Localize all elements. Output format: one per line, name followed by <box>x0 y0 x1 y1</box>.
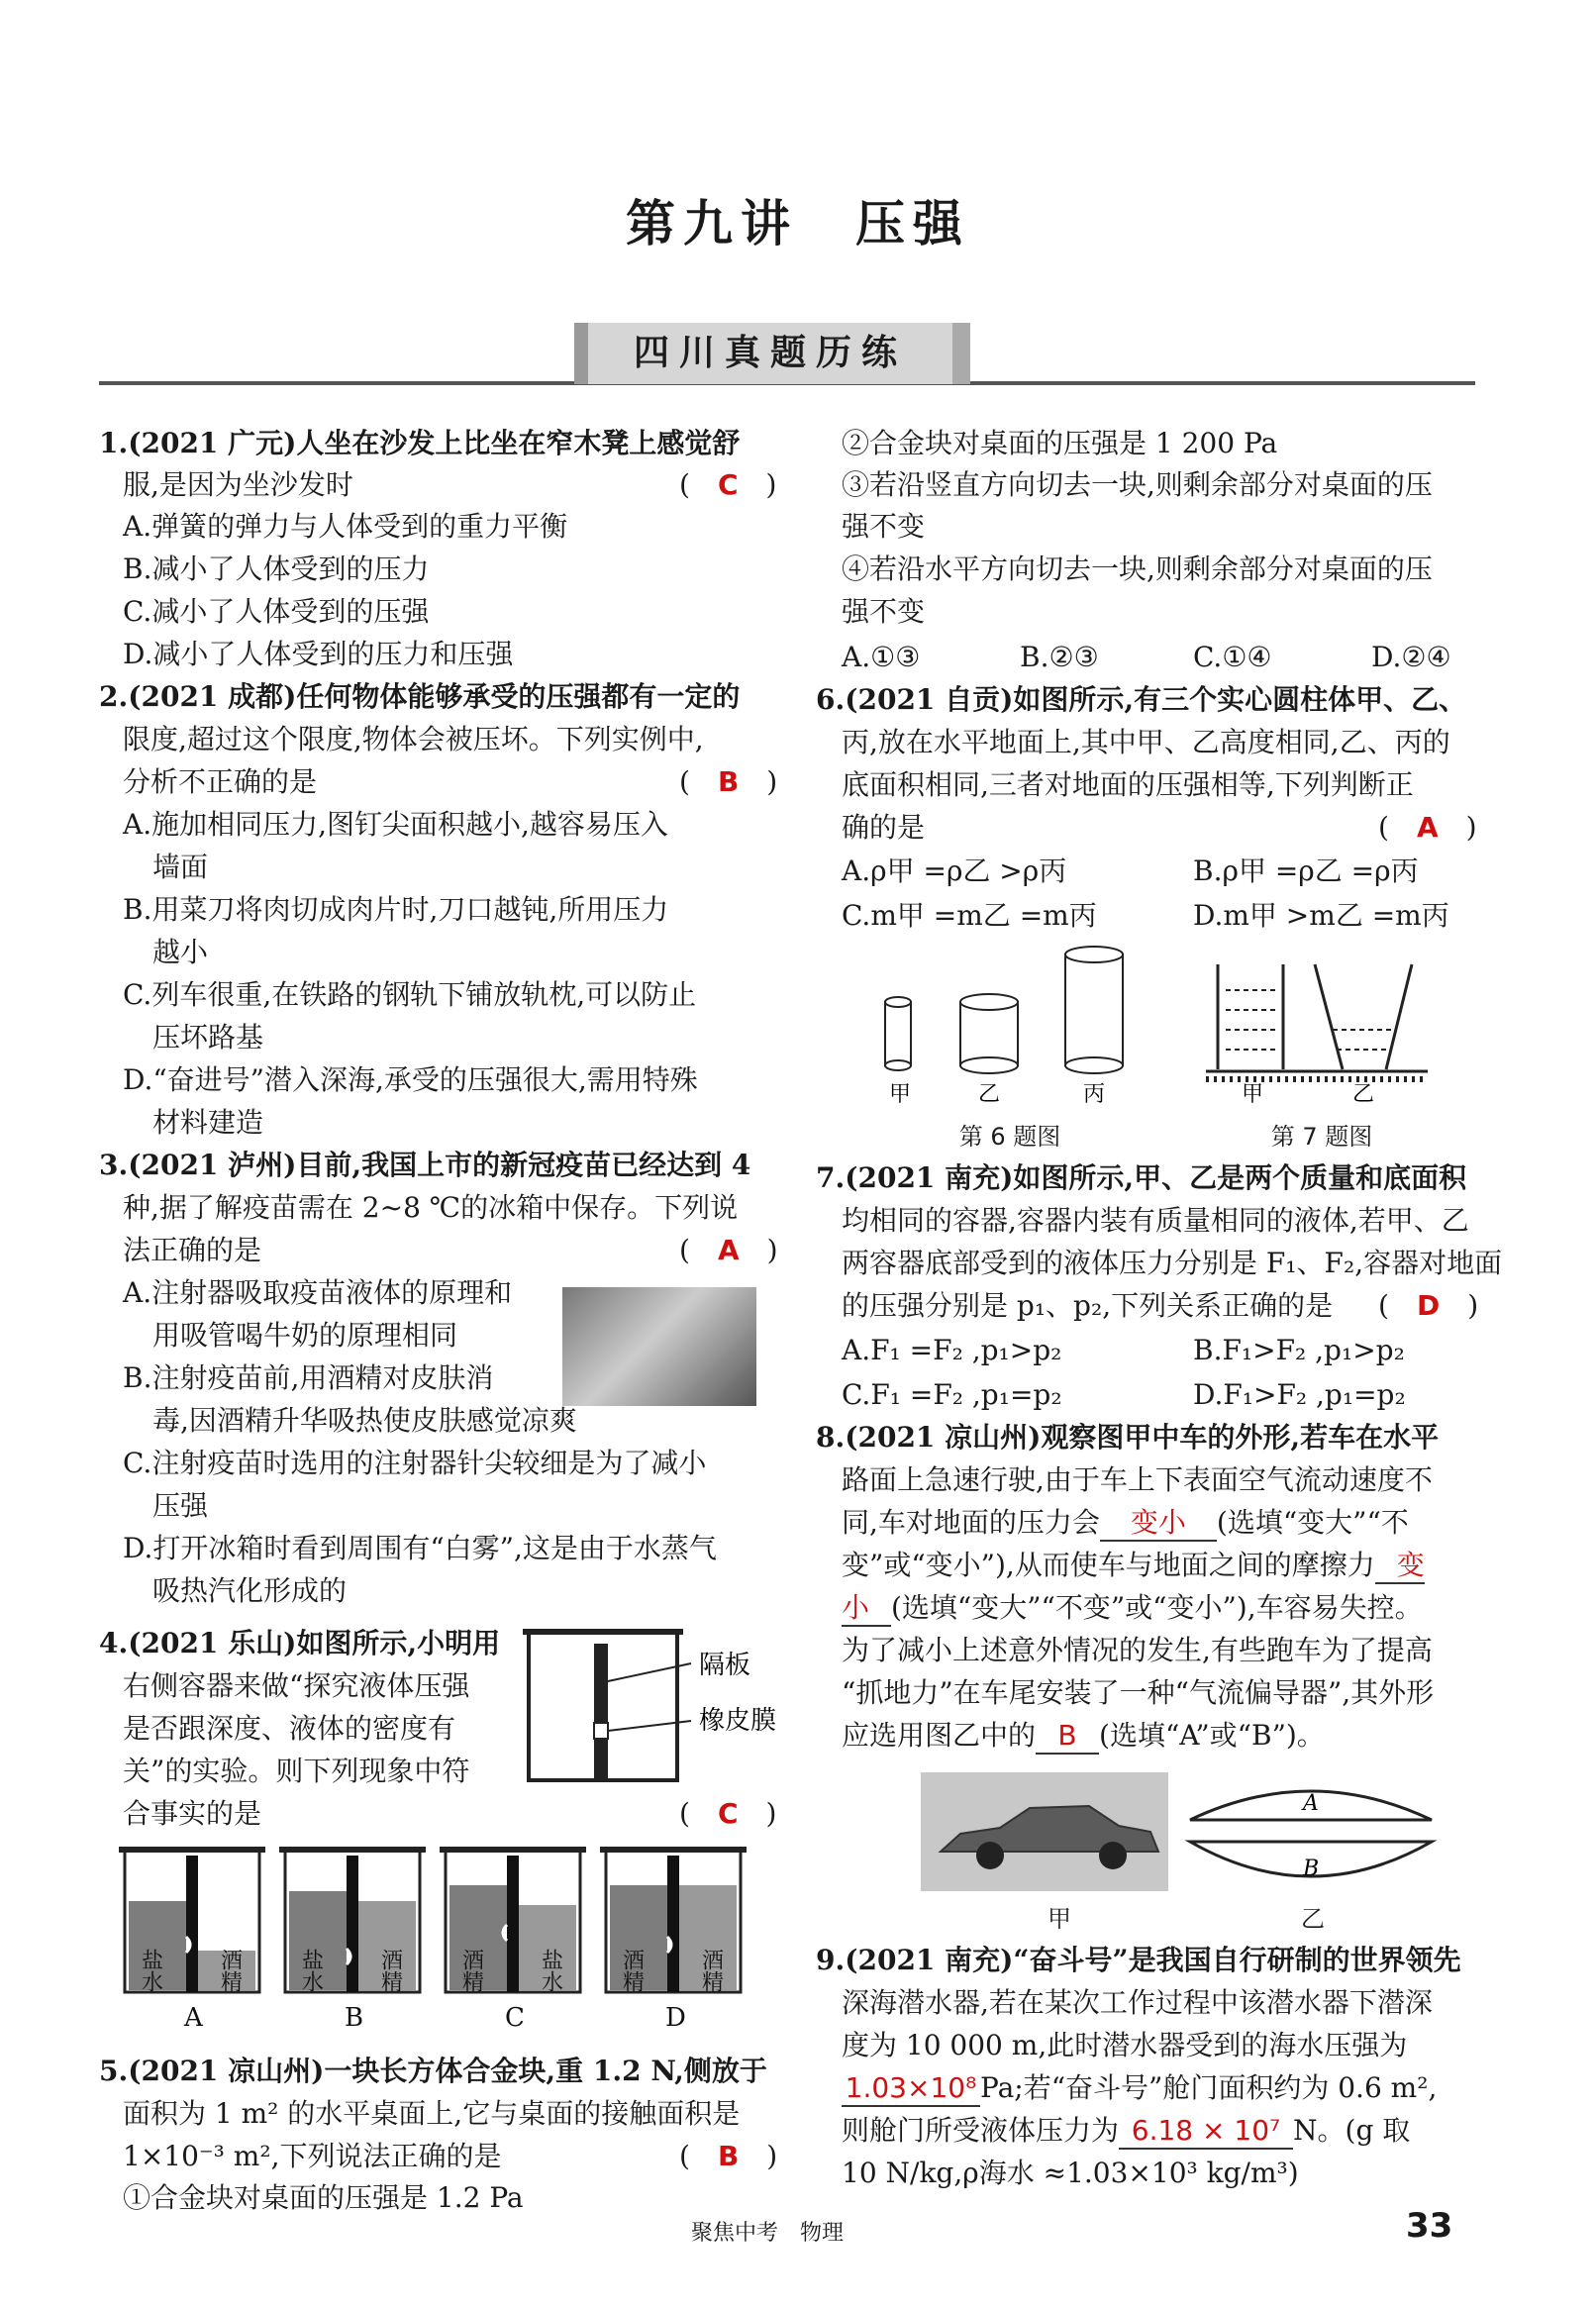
q8-blank-2-cont: 小 <box>842 1591 891 1627</box>
q3-option-c-cont: 压强 <box>152 1489 209 1522</box>
q8-text: (选填“A”或“B”)。 <box>1099 1719 1325 1752</box>
q2-option-b: B.用菜刀将肉切成肉片时,刀口越钝,所用压力 <box>123 893 669 926</box>
q4-line: 右侧容器来做“探究液体压强 <box>123 1669 470 1702</box>
q1-answer-letter: C <box>717 468 739 501</box>
q4-answer: ( C ) <box>679 1797 777 1830</box>
q7-line: 均相同的容器,容器内装有质量相同的液体,若甲、乙 <box>842 1204 1469 1237</box>
q9-line: 9.(2021 南充)“奋斗号”是我国自行研制的世界领先 <box>816 1944 1461 1976</box>
q1-line: 服,是因为坐沙发时 <box>123 468 353 501</box>
label-bing: 丙 <box>1083 1082 1106 1107</box>
q9-line <box>842 2068 1437 2108</box>
q5-statement-3: ③若沿竖直方向切去一块,则剩余部分对桌面的压 <box>842 468 1433 501</box>
q9-text: N。(g 取 <box>1293 2114 1411 2147</box>
page-number: 33 <box>1406 2206 1453 2246</box>
q4-answer-letter: C <box>717 1797 739 1830</box>
q7-line: 7.(2021 南充)如图所示,甲、乙是两个质量和底面积 <box>816 1161 1467 1194</box>
q4-line: 是否跟深度、液体的密度有 <box>123 1712 456 1745</box>
q5-statement-1: ①合金块对桌面的压强是 1.2 Pa <box>123 2181 524 2214</box>
q8-label-jia: 甲 <box>1047 1905 1071 1933</box>
q4-option-b <box>279 1850 426 2033</box>
liquid-label-left: 酒精 <box>619 1949 645 1992</box>
q2-answer-letter: B <box>717 765 740 798</box>
q9-blank-2: 6.18 × 10⁷ <box>1119 2114 1293 2150</box>
q8-text: 应选用图乙中的 <box>842 1719 1037 1752</box>
q5-option-d: D.②④ <box>1371 641 1451 673</box>
container-yi <box>1315 964 1412 1069</box>
cylinder-yi <box>960 994 1018 1073</box>
q4-line: 合事实的是 <box>123 1797 262 1830</box>
q3-line: 3.(2021 泸州)目前,我国上市的新冠疫苗已经达到 4 <box>99 1149 751 1181</box>
liquid-label-left: 盐水 <box>138 1949 163 1992</box>
partition <box>347 1856 358 1992</box>
q7-answer-letter: D <box>1416 1289 1441 1322</box>
container-jia <box>1218 964 1283 1069</box>
q3-option-a-cont: 用吸管喝牛奶的原理相同 <box>152 1319 458 1352</box>
q6-figure-caption: 第 6 题图 <box>958 1123 1061 1151</box>
q5-answer-letter: B <box>717 2140 740 2172</box>
cylinder-jia <box>885 997 911 1070</box>
q8-text: 变”或“变小”),从而使车与地面之间的摩擦力 <box>842 1549 1375 1581</box>
q8-line <box>842 1546 1425 1585</box>
rubber-membrane <box>186 1937 190 1953</box>
cylinder-bing <box>1065 947 1123 1073</box>
q7-option-b: B.F₁>F₂ ,p₁>p₂ <box>1193 1334 1405 1366</box>
q2-option-a: A.施加相同压力,图钉尖面积越小,越容易压入 <box>123 808 668 841</box>
q6-option-d: D.m甲 >m乙 =m丙 <box>1193 899 1449 932</box>
label-jia: 甲 <box>889 1082 912 1107</box>
liquid-label-right: 酒精 <box>217 1949 243 1992</box>
q8-line <box>842 1716 1325 1756</box>
rubber-membrane <box>503 1925 507 1941</box>
q5-statement-4: ④若沿水平方向切去一块,则剩余部分对桌面的压 <box>842 552 1433 585</box>
q3-line: 种,据了解疫苗需在 2~8 ℃的冰箱中保存。下列说 <box>123 1191 739 1224</box>
liquid-label-right: 酒精 <box>377 1949 403 1992</box>
liquid-label-left: 酒精 <box>458 1949 484 1992</box>
q7-figure-caption: 第 7 题图 <box>1270 1123 1373 1151</box>
option-label: B <box>345 2003 364 2033</box>
rubber-membrane <box>667 1937 671 1953</box>
car-wheel-rear <box>1099 1842 1127 1869</box>
q1-answer: ( C ) <box>679 468 777 501</box>
q2-option-c: C.列车很重,在铁路的钢轨下铺放轨枕,可以防止 <box>123 978 697 1011</box>
q1-option-c: C.减小了人体受到的压强 <box>123 595 430 628</box>
q8-label-yi: 乙 <box>1301 1905 1325 1933</box>
q2-line: 限度,超过这个限度,物体会被压坏。下列实例中, <box>123 723 704 755</box>
q8-line <box>842 1588 1423 1628</box>
q8-line: 8.(2021 凉山州)观察图甲中车的外形,若车在水平 <box>816 1421 1440 1454</box>
q6-option-b: B.ρ甲 =ρ乙 =ρ丙 <box>1193 854 1419 887</box>
q6-option-a: A.ρ甲 =ρ乙 >ρ丙 <box>842 854 1067 887</box>
q8-line: 路面上急速行驶,由于车上下表面空气流动速度不 <box>842 1463 1433 1496</box>
q4-option-d <box>600 1850 747 2033</box>
q3-option-b-cont: 毒,因酒精升华吸热使皮肤感觉凉爽 <box>152 1404 577 1437</box>
q2-line: 2.(2021 成都)任何物体能够承受的压强都有一定的 <box>99 680 741 713</box>
liquid-label-right: 酒精 <box>698 1949 724 1992</box>
q5-answer: ( B ) <box>679 2140 778 2172</box>
q5-line: 5.(2021 凉山州)一块长方体合金块,重 1.2 N,侧放于 <box>99 2055 767 2087</box>
q6-answer: ( A ) <box>1378 811 1477 844</box>
q3-option-a: A.注射器吸取疫苗液体的原理和 <box>123 1276 513 1309</box>
q4-line: 关”的实验。则下列现象中符 <box>123 1755 470 1787</box>
q4-option-c <box>440 1850 586 2033</box>
syringe-photo <box>562 1287 756 1406</box>
label-yi: 乙 <box>978 1082 1001 1107</box>
q7-option-d: D.F₁>F₂ ,p₁=p₂ <box>1193 1378 1406 1411</box>
q7-line: 两容器底部受到的液体压力分别是 F₁、F₂,容器对地面 <box>842 1247 1503 1279</box>
q8-blank-2: 变 <box>1375 1549 1425 1584</box>
q9-line <box>842 2111 1410 2151</box>
q9-line: 10 N/kg,ρ海水 ≈1.03×10³ kg/m³) <box>842 2157 1299 2189</box>
q4-option-diagrams <box>119 1842 762 2040</box>
page-title: 第九讲 压强 <box>626 194 970 252</box>
q1-option-b: B.减小了人体受到的压力 <box>123 552 430 585</box>
q8-blank-1: 变小 <box>1100 1506 1217 1542</box>
q5-option-a: A.①③ <box>842 641 921 673</box>
q5-line: 面积为 1 m² 的水平桌面上,它与桌面的接触面积是 <box>123 2097 741 2130</box>
q5-statement-2: ②合金块对桌面的压强是 1 200 Pa <box>842 427 1278 459</box>
q5-option-c: C.①④ <box>1193 641 1272 673</box>
rubber-membrane <box>594 1723 608 1739</box>
q3-line: 法正确的是 <box>123 1234 262 1266</box>
partition <box>186 1856 198 1992</box>
q1-option-d: D.减小了人体受到的压力和压强 <box>123 638 514 670</box>
option-label: C <box>505 2003 525 2033</box>
label-yi: 乙 <box>1352 1082 1375 1107</box>
liquid-label-left: 盐水 <box>298 1949 324 1992</box>
q2-option-d: D.“奋进号”潜入深海,承受的压强很大,需用特殊 <box>123 1063 698 1096</box>
q6-answer-letter: A <box>1416 811 1439 844</box>
q7-answer: ( D ) <box>1378 1289 1479 1322</box>
q9-blank-1: 1.03×10⁸ <box>842 2071 980 2107</box>
rubber-membrane <box>347 1949 350 1964</box>
car-wheel-front <box>976 1842 1004 1869</box>
q4-container-diagram <box>523 1624 790 1792</box>
q9-text: Pa;若“奋斗号”舱门面积约为 0.6 m², <box>980 2071 1438 2104</box>
section-banner: 四川真题历练 <box>574 323 970 384</box>
q6-line: 确的是 <box>842 811 926 844</box>
option-label: A <box>184 2003 203 2033</box>
q7-option-c: C.F₁ =F₂ ,p₁=p₂ <box>842 1378 1062 1411</box>
q1-option-a: A.弹簧的弹力与人体受到的重力平衡 <box>123 510 568 543</box>
q6-line: 底面积相同,三者对地面的压强相等,下列判断正 <box>842 768 1414 801</box>
q6-line: 丙,放在水平地面上,其中甲、乙高度相同,乙、丙的 <box>842 726 1450 758</box>
q4-line: 4.(2021 乐山)如图所示,小明用 <box>99 1627 501 1659</box>
q8-line: 为了减小上述意外情况的发生,有些跑车为了提高 <box>842 1634 1433 1666</box>
q5-line: 1×10⁻³ m²,下列说法正确的是 <box>123 2140 502 2172</box>
q6-cylinders-diagram <box>861 941 1178 1109</box>
liquid-label-right: 盐水 <box>538 1949 563 1992</box>
q8-text: 同,车对地面的压力会 <box>842 1506 1100 1539</box>
q9-text: 则舱门所受液体压力为 <box>842 2114 1120 2147</box>
q8-blank-3: B <box>1036 1719 1099 1755</box>
footer-book-title: 聚焦中考 物理 <box>691 2221 845 2246</box>
partition <box>667 1856 679 1992</box>
q2-option-d-cont: 材料建造 <box>152 1106 264 1139</box>
q7-option-a: A.F₁ =F₂ ,p₁>p₂ <box>842 1334 1062 1366</box>
q3-option-d: D.打开冰箱时看到周围有“白雾”,这是由于水蒸气 <box>123 1532 717 1564</box>
q6-line: 6.(2021 自贡)如图所示,有三个实心圆柱体甲、乙、 <box>816 683 1467 716</box>
q8-deflector-shapes <box>1184 1772 1442 1901</box>
q5-statement-4-cont: 强不变 <box>842 595 926 628</box>
q1-line: 1.(2021 广元)人坐在沙发上比坐在窄木凳上感觉舒 <box>99 427 741 459</box>
q2-option-b-cont: 越小 <box>152 936 209 968</box>
q8-line: “抓地力”在车尾安装了一种“气流偏导器”,其外形 <box>842 1676 1435 1709</box>
q3-answer-letter: A <box>717 1234 740 1266</box>
q7-line: 的压强分别是 p₁、p₂,下列关系正确的是 <box>842 1289 1334 1322</box>
q2-answer: ( B ) <box>679 765 778 798</box>
partition <box>594 1644 608 1780</box>
q8-text: (选填“变大”“不 <box>1216 1506 1409 1539</box>
q8-line <box>842 1503 1409 1543</box>
q9-line: 度为 10 000 m,此时潜水器受到的海水压强为 <box>842 2029 1408 2061</box>
label-partition: 隔板 <box>699 1651 751 1680</box>
q3-option-b: B.注射疫苗前,用酒精对皮肤消 <box>123 1361 494 1394</box>
shape-b-label: B <box>1303 1857 1320 1881</box>
q9-line: 深海潜水器,若在某次工作过程中该潜水器下潜深 <box>842 1986 1433 2019</box>
q5-statement-3-cont: 强不变 <box>842 510 926 543</box>
q4-option-a <box>119 1850 265 2033</box>
q8-car-photo <box>921 1772 1168 1891</box>
q2-option-a-cont: 墙面 <box>152 851 209 883</box>
q3-option-d-cont: 吸热汽化形成的 <box>152 1574 348 1607</box>
label-membrane: 橡皮膜 <box>699 1706 777 1736</box>
q5-option-b: B.②③ <box>1020 641 1099 673</box>
q2-line: 分析不正确的是 <box>123 765 318 798</box>
q6-option-c: C.m甲 =m乙 =m丙 <box>842 899 1097 932</box>
option-label: D <box>665 2003 686 2033</box>
q3-answer: ( A ) <box>679 1234 778 1266</box>
shape-a-label: A <box>1303 1791 1319 1816</box>
q8-text: (选填“变大”“不变”或“变小”),车容易失控。 <box>891 1591 1423 1624</box>
q3-option-c: C.注射疫苗时选用的注射器针尖较细是为了减小 <box>123 1447 707 1479</box>
q2-option-c-cont: 压坏路基 <box>152 1021 264 1054</box>
label-jia: 甲 <box>1242 1082 1264 1107</box>
q7-containers-diagram <box>1198 951 1436 1109</box>
partition <box>507 1856 519 1992</box>
